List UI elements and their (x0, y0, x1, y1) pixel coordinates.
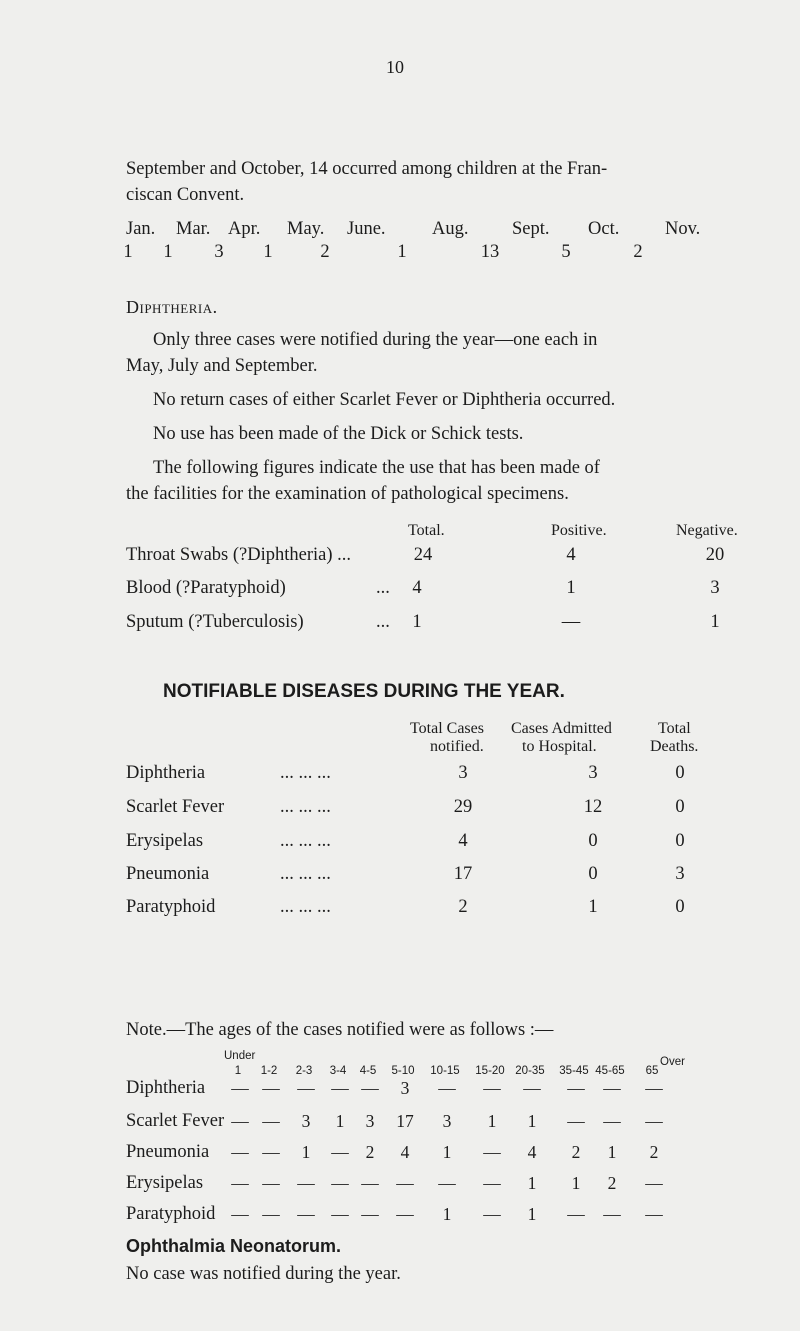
page-number: 10 (386, 57, 404, 77)
month-label: Nov. (665, 219, 701, 239)
specimens-row-label: Throat Swabs (?Diphtheria) ... (126, 545, 352, 565)
notifiable-dots: ... ... ... (280, 897, 331, 917)
month-label: Mar. (176, 219, 211, 239)
ages-cell: 4 (400, 1142, 410, 1162)
notifiable-admitted: 0 (588, 831, 598, 851)
ages-cell: 2 (365, 1142, 375, 1162)
notifiable-col-admitted-l2: to Hospital. (522, 738, 597, 755)
notifiable-deaths: 0 (675, 897, 685, 917)
specimens-row-total: 24 (413, 545, 433, 565)
notifiable-notified: 2 (458, 897, 468, 917)
specimens-row-positive: 1 (566, 578, 576, 598)
diphtheria-p1-line2: May, July and September. (126, 356, 318, 376)
specimens-row-dots: ... (376, 612, 390, 632)
notifiable-admitted: 1 (588, 897, 598, 917)
ages-cell: 17 (396, 1111, 414, 1131)
ages-cell: 1 (335, 1111, 345, 1131)
ages-over-label: Over (660, 1056, 685, 1068)
ages-cell: — (331, 1078, 349, 1098)
age-group-header: 15-20 (475, 1065, 505, 1077)
ages-cell: — (231, 1173, 249, 1193)
ages-under-label: Under (224, 1050, 256, 1062)
ages-cell: 2 (649, 1142, 659, 1162)
ages-cell: — (297, 1173, 315, 1193)
ages-cell: — (483, 1173, 501, 1193)
ages-cell: 2 (607, 1173, 617, 1193)
notifiable-dots: ... ... ... (280, 831, 331, 851)
ages-cell: — (483, 1078, 501, 1098)
month-count: 1 (263, 242, 273, 262)
ages-cell: — (645, 1204, 663, 1224)
specimens-row-positive: — (561, 612, 581, 632)
age-group-header: 65 (645, 1065, 659, 1077)
specimens-row-dots: ... (376, 578, 390, 598)
ages-cell: — (567, 1204, 585, 1224)
ages-cell: — (396, 1173, 414, 1193)
ages-cell: — (231, 1204, 249, 1224)
notifiable-heading: NOTIFIABLE DISEASES DURING THE YEAR. (163, 681, 565, 702)
specimens-row-label: Blood (?Paratyphoid) (126, 578, 286, 598)
notifiable-admitted: 3 (588, 763, 598, 783)
ages-cell: — (331, 1173, 349, 1193)
age-group-header: 1-2 (260, 1065, 278, 1077)
notifiable-deaths: 0 (675, 831, 685, 851)
ages-cell: — (262, 1173, 280, 1193)
ages-cell: — (262, 1111, 280, 1131)
ages-cell: 4 (527, 1142, 537, 1162)
notifiable-col-notified-l1: Total Cases (410, 720, 484, 737)
ages-cell: — (361, 1078, 379, 1098)
diphtheria-p4-line2: the facilities for the examination of pathological specimens. (126, 484, 569, 504)
ages-cell: 1 (527, 1111, 537, 1131)
age-group-header: 45-65 (595, 1065, 625, 1077)
specimens-row-total: 1 (412, 612, 422, 632)
intro-line-1: September and October, 14 occurred among children at the Fran- (126, 159, 608, 179)
ages-cell: — (438, 1173, 456, 1193)
ages-cell: — (331, 1142, 349, 1162)
notifiable-deaths: 3 (675, 864, 685, 884)
month-count: 2 (320, 242, 330, 262)
notifiable-dots: ... ... ... (280, 797, 331, 817)
month-label: May. (287, 219, 325, 239)
age-group-header: 35-45 (559, 1065, 589, 1077)
intro-line-2: ciscan Convent. (126, 185, 245, 205)
ophthalmia-heading: Ophthalmia Neonatorum. (126, 1236, 342, 1256)
ages-cell: 3 (301, 1111, 311, 1131)
specimens-header-positive: Positive. (551, 522, 607, 539)
ophthalmia-text: No case was notified during the year. (126, 1264, 401, 1284)
ages-cell: — (483, 1142, 501, 1162)
ages-cell: 1 (527, 1204, 537, 1224)
ages-cell: — (262, 1142, 280, 1162)
diphtheria-heading: Diphtheria. (126, 297, 218, 317)
ages-cell: — (231, 1078, 249, 1098)
ages-cell: 1 (607, 1142, 617, 1162)
diphtheria-p3: No use has been made of the Dick or Schick tests. (153, 424, 524, 444)
age-group-header: 10-15 (430, 1065, 460, 1077)
specimens-row-positive: 4 (566, 545, 576, 565)
diphtheria-p1-line1: Only three cases were notified during the year—one each in (153, 330, 598, 350)
month-count: 3 (214, 242, 224, 262)
specimens-row-negative: 3 (710, 578, 720, 598)
ages-cell: — (567, 1078, 585, 1098)
notifiable-deaths: 0 (675, 763, 685, 783)
ages-cell: — (361, 1204, 379, 1224)
notifiable-col-notified-l2: notified. (430, 738, 484, 755)
age-group-header: 3-4 (329, 1065, 347, 1077)
ages-cell: — (645, 1173, 663, 1193)
month-count: 1 (397, 242, 407, 262)
notifiable-deaths: 0 (675, 797, 685, 817)
ages-cell: — (438, 1078, 456, 1098)
specimens-header-total: Total. (408, 522, 445, 539)
month-count: 2 (633, 242, 643, 262)
month-label: June. (347, 219, 386, 239)
ages-cell: — (645, 1111, 663, 1131)
ages-cell: — (331, 1204, 349, 1224)
ages-cell: 1 (571, 1173, 581, 1193)
ages-row-disease: Pneumonia (126, 1142, 210, 1162)
ages-note-text: Note.—The ages of the cases notified were as follows :— (126, 1020, 554, 1040)
specimens-row-label: Sputum (?Tuberculosis) (126, 612, 304, 632)
ages-cell: 3 (365, 1111, 375, 1131)
ages-cell: 1 (487, 1111, 497, 1131)
ages-note (126, 1020, 553, 1041)
notifiable-notified: 4 (458, 831, 468, 851)
notifiable-col-admitted-l1: Cases Admitted (511, 720, 612, 737)
specimens-row-total: 4 (412, 578, 422, 598)
ages-cell: — (361, 1173, 379, 1193)
notifiable-notified: 29 (453, 797, 473, 817)
notifiable-notified: 3 (458, 763, 468, 783)
notifiable-disease: Paratyphoid (126, 897, 216, 917)
specimens-row-negative: 1 (710, 612, 720, 632)
ages-cell: 1 (527, 1173, 537, 1193)
age-group-header: 4-5 (359, 1065, 377, 1077)
ages-cell: — (262, 1078, 280, 1098)
ages-cell: — (603, 1111, 621, 1131)
ages-row-disease: Scarlet Fever (126, 1111, 225, 1131)
ages-cell: — (603, 1078, 621, 1098)
ages-cell: — (523, 1078, 541, 1098)
age-group-header: 5-10 (391, 1065, 415, 1077)
age-group-header: 2-3 (295, 1065, 313, 1077)
ages-row-disease: Paratyphoid (126, 1204, 216, 1224)
age-group-header: 1 (234, 1065, 242, 1077)
notifiable-disease: Scarlet Fever (126, 797, 225, 817)
ages-cell: — (603, 1204, 621, 1224)
ages-row-disease: Diphtheria (126, 1078, 206, 1098)
month-count: 1 (123, 242, 133, 262)
ages-cell: 1 (301, 1142, 311, 1162)
ages-cell: — (231, 1111, 249, 1131)
notifiable-disease: Diphtheria (126, 763, 206, 783)
notifiable-notified: 17 (453, 864, 473, 884)
ages-cell: — (297, 1078, 315, 1098)
ages-cell: — (483, 1204, 501, 1224)
ages-cell: — (567, 1111, 585, 1131)
month-label: Apr. (228, 219, 261, 239)
age-group-header: 20-35 (515, 1065, 545, 1077)
specimens-row-negative: 20 (705, 545, 725, 565)
ages-row-disease: Erysipelas (126, 1173, 204, 1193)
notifiable-admitted: 12 (583, 797, 603, 817)
ages-cell: — (262, 1204, 280, 1224)
diphtheria-p2: No return cases of either Scarlet Fever or Diphtheria occurred. (153, 390, 616, 410)
ages-cell: — (396, 1204, 414, 1224)
ages-cell: — (645, 1078, 663, 1098)
ages-cell: 2 (571, 1142, 581, 1162)
notifiable-col-deaths-l2: Deaths. (650, 738, 699, 755)
notifiable-disease: Erysipelas (126, 831, 204, 851)
diphtheria-p4-line1: The following figures indicate the use that has been made of (153, 458, 600, 478)
ages-cell: 1 (442, 1204, 452, 1224)
month-label: Aug. (432, 219, 469, 239)
month-count: 1 (163, 242, 173, 262)
notifiable-col-deaths-l1: Total (658, 720, 691, 737)
notifiable-admitted: 0 (588, 864, 598, 884)
ages-cell: 3 (442, 1111, 452, 1131)
ages-cell: 3 (400, 1078, 410, 1098)
notifiable-dots: ... ... ... (280, 864, 331, 884)
month-label: Jan. (126, 219, 156, 239)
month-label: Sept. (512, 219, 550, 239)
ages-cell: 1 (442, 1142, 452, 1162)
notifiable-dots: ... ... ... (280, 763, 331, 783)
month-label: Oct. (588, 219, 620, 239)
notifiable-disease: Pneumonia (126, 864, 210, 884)
specimens-header-negative: Negative. (676, 522, 738, 539)
month-count: 5 (561, 242, 571, 262)
ages-cell: — (231, 1142, 249, 1162)
ages-cell: — (297, 1204, 315, 1224)
month-count: 13 (480, 242, 500, 262)
